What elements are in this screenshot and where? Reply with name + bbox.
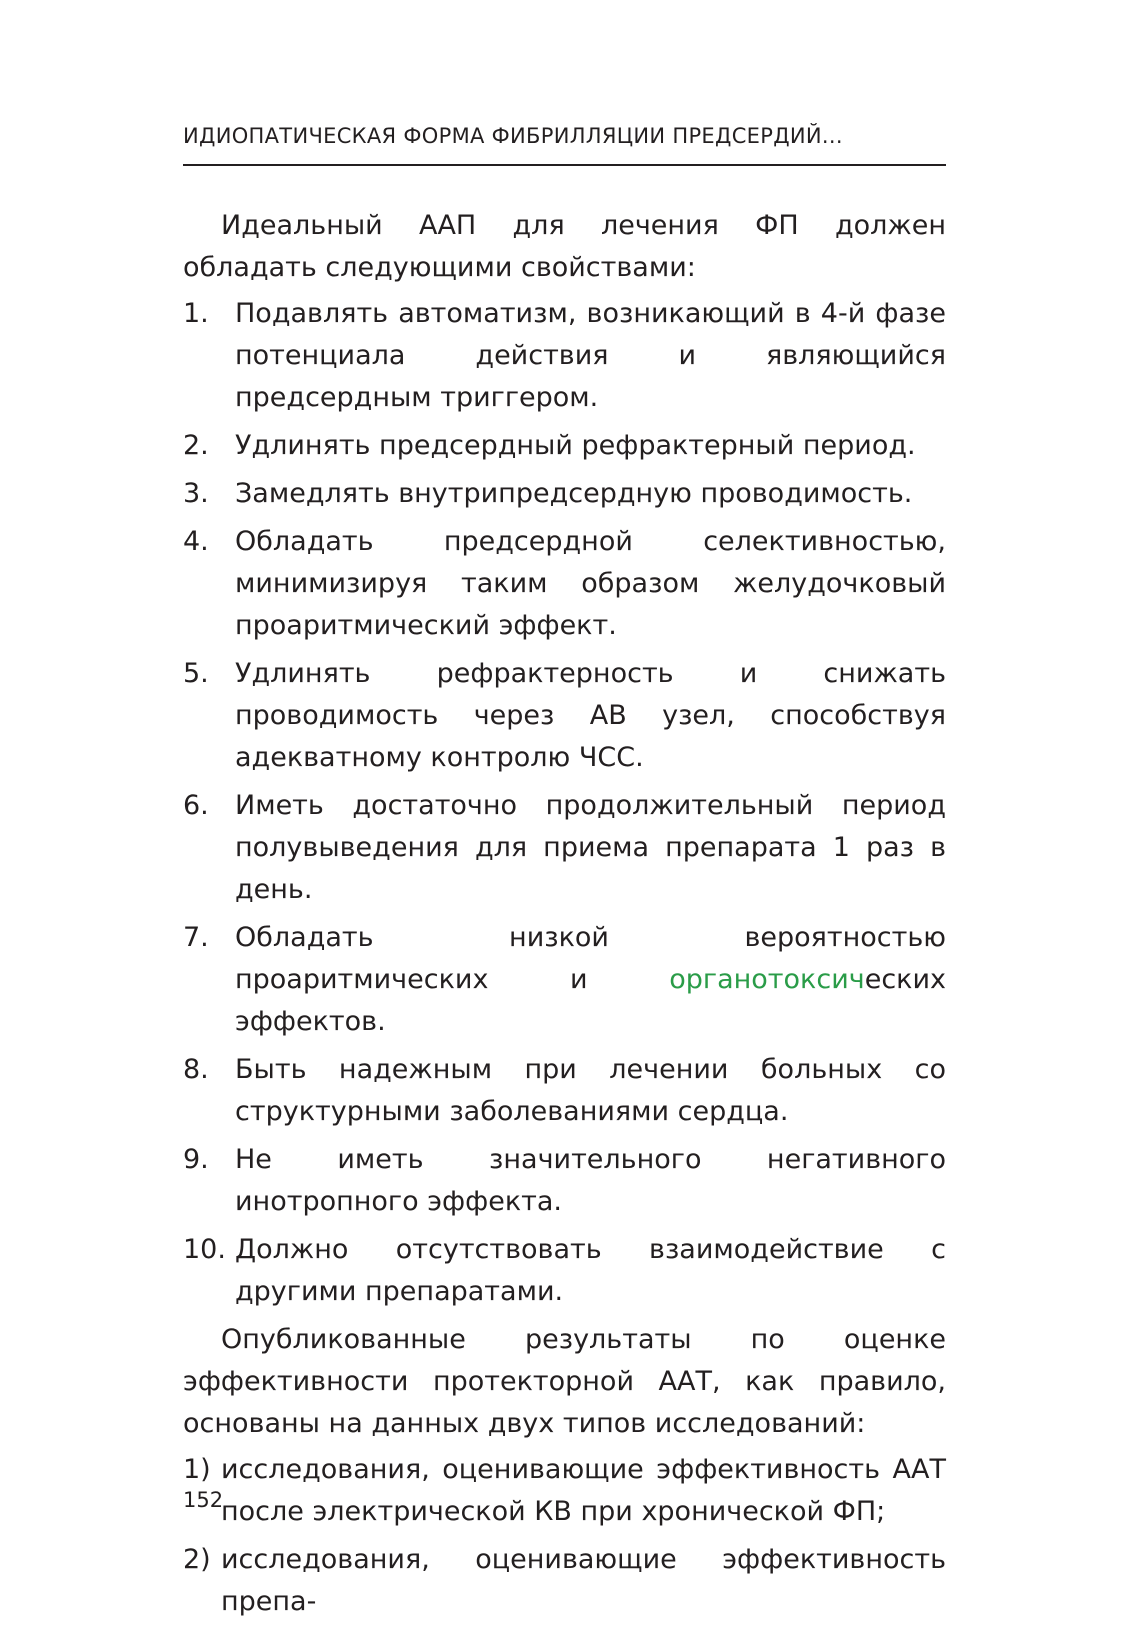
list-item-text: Замедлять внутрипредсердную проводимость. — [235, 478, 913, 509]
list-item-text: исследования, оценивающие эффективность ААТ после электрической КВ при хронической ФП; — [221, 1454, 946, 1527]
list-item — [183, 293, 946, 419]
list-item-number: 7. — [183, 922, 209, 953]
list-item-text: исследования, оценивающие эффективность препа- — [221, 1544, 946, 1617]
list-item — [183, 425, 946, 467]
list-item — [183, 1449, 946, 1533]
list-item-number: 3. — [183, 478, 209, 509]
list-item-text: Удлинять рефрактерность и снижать проводимость через АВ узел, способствуя адекватному контролю ЧСС. — [235, 658, 946, 773]
running-title: ИДИОПАТИЧЕСКАЯ ФОРМА ФИБРИЛЛЯЦИИ ПРЕДСЕРДИЙ... — [183, 124, 843, 148]
highlighted-link-text[interactable]: органотоксич — [669, 964, 865, 995]
running-header — [183, 124, 946, 166]
list-item-text: Удлинять предсердный рефрактерный период. — [235, 430, 916, 461]
list-item-number: 1) — [183, 1454, 211, 1485]
list-item-text-end: еских эффектов. — [235, 964, 946, 1037]
list-item-number: 10. — [183, 1234, 226, 1265]
page-body — [183, 205, 946, 1629]
page-number: 152 — [183, 1488, 224, 1512]
intro-paragraph: Идеальный ААП для лечения ФП должен обладать следующими свойствами: — [183, 210, 946, 283]
list-item — [183, 1049, 946, 1133]
list-item-number: 5. — [183, 658, 209, 689]
study-types-list — [183, 1449, 946, 1623]
list-item — [183, 917, 946, 1043]
list-item — [183, 653, 946, 779]
list-item-number: 2. — [183, 430, 209, 461]
list-item-text: Обладать предсердной селективностью, минимизируя таким образом желудочковый проаритмический эффект. — [235, 526, 946, 641]
list-item-number: 2) — [183, 1544, 211, 1575]
summary-paragraph: Опубликованные результаты по оценке эффективности протекторной ААТ, как правило, основаны на данных двух типов исследований: — [183, 1324, 946, 1439]
list-item-number: 4. — [183, 526, 209, 557]
list-item-text-start: Обладать низкой вероятностью проаритмических и — [235, 922, 946, 995]
list-item-number: 6. — [183, 790, 209, 821]
list-item-number: 9. — [183, 1144, 209, 1175]
list-item-text: Не иметь значительного негативного инотропного эффекта. — [235, 1144, 946, 1217]
list-item — [183, 785, 946, 911]
list-item-text: Иметь достаточно продолжительный период полувыведения для приема препарата 1 раз в день. — [235, 790, 946, 905]
list-item — [183, 1139, 946, 1223]
list-item — [183, 521, 946, 647]
list-item-number: 1. — [183, 298, 209, 329]
list-item-text: Подавлять автоматизм, возникающий в 4-й фазе потенциала действия и являющийся предсердным триггером. — [235, 298, 946, 413]
list-item-number: 8. — [183, 1054, 209, 1085]
list-item — [183, 1539, 946, 1623]
list-item — [183, 1229, 946, 1313]
properties-list — [183, 293, 946, 1313]
list-item-text: Быть надежным при лечении больных со структурными заболеваниями сердца. — [235, 1054, 946, 1127]
list-item — [183, 473, 946, 515]
list-item-text: Должно отсутствовать взаимодействие с другими препаратами. — [235, 1234, 946, 1307]
